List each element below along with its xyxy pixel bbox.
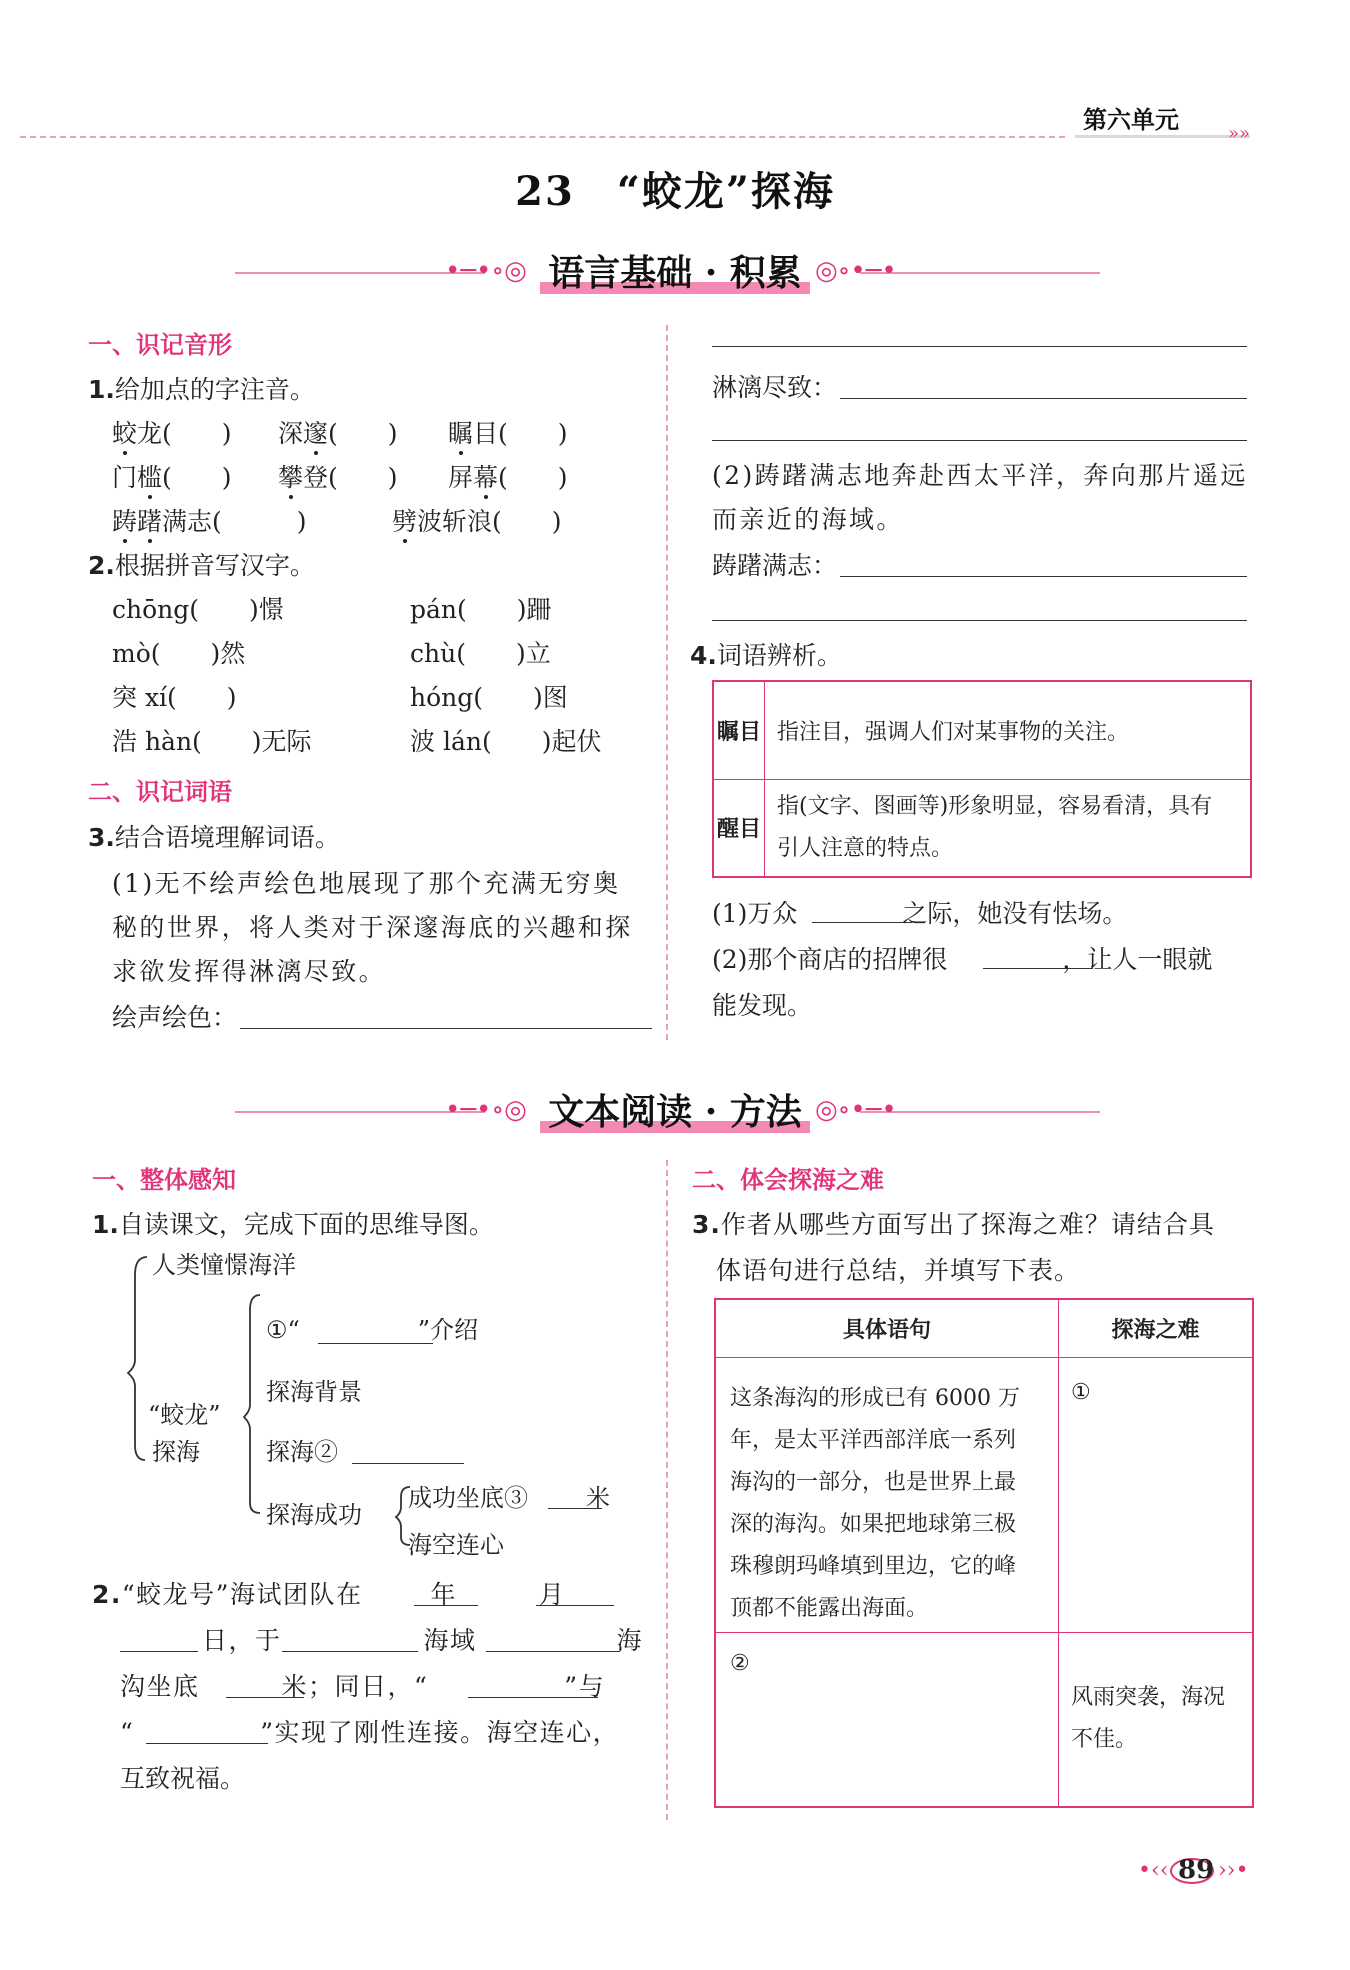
mind-map-top: 人类憧憬海洋 [152, 1251, 296, 1279]
table-definition: 指注目，强调人们对某事物的关注。 [765, 681, 1252, 779]
sentence-part: “ [120, 1718, 135, 1747]
phonetic-item: 蛟龙( ) [112, 414, 232, 450]
context-paragraph-1: 秘的世界，将人类对于深邃海底的兴趣和探 [112, 913, 633, 942]
sentence-part: “蛟龙号”海试团队在 [121, 1580, 363, 1609]
difficulty-table [714, 1298, 1254, 1808]
answer-blank[interactable] [548, 1508, 602, 1509]
table-cell-line: 顶都不能露出海面。 [730, 1595, 929, 1621]
table-header: 具体语句 [715, 1299, 1059, 1357]
fill-sentence-2-cont: 能发现。 [712, 991, 813, 1020]
phonetic-item: 劈波斩浪( ) [392, 502, 562, 538]
ornament-right-icon: ◎∘•─• [815, 256, 897, 286]
question-1-part2-text: 自读课文，完成下面的思维导图。 [118, 1210, 494, 1239]
pinyin-item: mò( )然 [112, 639, 246, 668]
term-label: 踌躇满志： [712, 551, 838, 580]
question-3-text: 结合语境理解词语。 [114, 823, 340, 852]
dotted-char: 劈 [392, 502, 417, 538]
branch-text: 成功坐底③ [408, 1484, 528, 1512]
pinyin-item: 突 xí( ) [112, 683, 237, 712]
table-cell-line: 风雨突袭，海况 [1071, 1685, 1226, 1711]
dotted-char: 邃 [303, 414, 328, 450]
section-heading-difficulty: 二、体会探海之难 [692, 1166, 884, 1194]
outer-brace [128, 1257, 147, 1460]
term-label: 绘声绘色： [112, 1003, 238, 1032]
sentence-part: ”实现了刚性连接。海空连心， [260, 1718, 620, 1747]
pinyin-item: 波 lán( )起伏 [410, 727, 602, 756]
context-paragraph-2: (2)踌躇满志地奔赴西太平洋，奔向那片遥远 [712, 461, 1248, 490]
page-ornament-left-icon: •‹‹ [1138, 1858, 1169, 1883]
table-cell-line: 这条海沟的形成已有 6000 万 [730, 1385, 1020, 1411]
column-divider-1 [666, 325, 668, 1040]
ornament-left-icon: •─•∘◎ [445, 256, 527, 286]
table-definition-line: 引人注意的特点。 [777, 835, 954, 861]
question-3-part2-text: 体语句进行总结，并填写下表。 [716, 1256, 1081, 1285]
sentence-part: 之际，她没有怯场。 [902, 899, 1128, 928]
answer-blank[interactable] [146, 1743, 268, 1744]
answer-blank[interactable] [226, 1697, 304, 1698]
question-2-number: 2. [88, 551, 115, 580]
context-paragraph-2: 而亲近的海域。 [712, 505, 904, 534]
phonetic-item: 门槛( ) [112, 458, 232, 494]
ornament-right-icon: ◎∘•─• [815, 1095, 897, 1125]
sentence-part: 月 [538, 1580, 566, 1609]
table-header: 探海之难 [1059, 1299, 1254, 1357]
question-1-part2-number: 1. [92, 1210, 119, 1239]
phonetic-item: 深邃( ) [278, 414, 398, 450]
page-ornament-right-icon: ››• [1218, 1858, 1249, 1883]
unit-underline [1075, 135, 1250, 138]
pinyin-item: 浩 hàn( )无际 [112, 727, 312, 756]
table-definition-line: 指(文字、图画等)形象明显，容易看清，具有 [777, 793, 1213, 819]
mind-map-center: 探海 [152, 1438, 200, 1466]
answer-blank[interactable] [120, 1651, 198, 1652]
dotted-char: 瞩 [448, 414, 473, 450]
mind-map-branch-3: 探海② [266, 1438, 338, 1466]
dotted-char: 蛟 [112, 414, 137, 450]
column-divider-2 [666, 1160, 668, 1820]
sentence-part: ，让人一眼就 [1062, 945, 1213, 974]
mind-map-branch-1 [266, 1310, 478, 1345]
branch-text: 米 [586, 1484, 610, 1512]
table-cell-line: 深的海沟。如果把地球第三极 [730, 1511, 1017, 1537]
branch-text: ”介绍 [417, 1316, 479, 1344]
table-word: 醒目 [713, 779, 765, 877]
double-chevron-icon: »» [1228, 123, 1251, 144]
question-4 [690, 636, 842, 672]
question-1 [88, 370, 315, 406]
table-cell-answer[interactable]: ① [1059, 1357, 1254, 1632]
question-2-part2-number: 2. [92, 1580, 122, 1609]
sentence-part: (1)万众 [712, 899, 798, 928]
answer-blank[interactable] [318, 1343, 433, 1344]
answer-blank[interactable] [486, 1651, 620, 1652]
table-definition [765, 779, 1252, 877]
branch-text: ①“ [266, 1316, 300, 1344]
context-paragraph-1: (1)无不绘声绘色地展现了那个充满无穷奥 [112, 869, 621, 898]
sentence-part: 年 [430, 1580, 457, 1609]
word-comparison-table [712, 680, 1252, 878]
sentence-part: (2)那个商店的招牌很 [712, 945, 948, 974]
dotted-char: 攀 [278, 458, 303, 494]
answer-blank[interactable] [812, 922, 912, 923]
sentence-part: 海 [616, 1626, 644, 1655]
dotted-char: 槛 [137, 458, 162, 494]
phonetic-item: 瞩目( ) [448, 414, 568, 450]
question-2-text: 根据拼音写汉字。 [114, 551, 315, 580]
table-cell-line: 年，是太平洋西部洋底一系列 [730, 1427, 1017, 1453]
unit-title: 第六单元 [1083, 106, 1179, 134]
answer-blank[interactable] [536, 1605, 614, 1606]
sentence-part: 沟坐底 [120, 1672, 200, 1701]
pinyin-item: chù( )立 [410, 639, 551, 668]
table-cell-sentence [715, 1357, 1059, 1632]
answer-line[interactable] [240, 1028, 652, 1029]
question-2-part2 [92, 1575, 566, 1611]
mind-map-sub-branch: 海空连心 [408, 1531, 504, 1559]
question-3-number: 3. [88, 823, 115, 852]
section-heading-overall: 一、整体感知 [92, 1166, 236, 1194]
lesson-title: 23 “蛟龙”探海 [515, 168, 835, 215]
answer-blank[interactable] [468, 1697, 598, 1698]
table-cell-difficulty [1059, 1632, 1254, 1807]
answer-blank[interactable] [414, 1605, 478, 1606]
dotted-char: 幕 [473, 458, 498, 494]
question-1-number: 1. [88, 375, 115, 404]
question-3-part2-text: 作者从哪些方面写出了探海之难？请结合具 [720, 1210, 1215, 1239]
pinyin-item: chōng( )憬 [112, 595, 284, 624]
term-label: 淋漓尽致： [712, 373, 838, 402]
banner-language-basics [0, 245, 1350, 296]
sentence-part: 日，于 [202, 1626, 282, 1655]
mind-map-branch-2: 探海背景 [266, 1378, 362, 1406]
answer-line[interactable] [712, 620, 1247, 621]
table-cell-answer[interactable]: ② [715, 1632, 1059, 1807]
phonetic-item: 踌躇满志( ) [112, 502, 307, 538]
context-paragraph-1: 求欲发挥得淋漓尽致。 [112, 957, 387, 986]
page-number: 89 [1178, 1855, 1215, 1885]
answer-line[interactable] [840, 398, 1247, 399]
ornament-left-icon: •─•∘◎ [445, 1095, 527, 1125]
fill-sentence-2 [712, 940, 1212, 976]
banner-text-reading-text: 文本阅读 · 方法 [540, 1091, 810, 1133]
question-1-part2 [92, 1205, 494, 1241]
answer-line[interactable] [712, 346, 1247, 347]
sentence-part: 米；同日，“ [281, 1672, 429, 1701]
answer-line[interactable] [840, 576, 1247, 577]
table-word: 瞩目 [713, 681, 765, 779]
dotted-char: 踌 [112, 502, 137, 538]
banner-text-reading [0, 1084, 1350, 1135]
answer-blank[interactable] [282, 1651, 418, 1652]
answer-blank[interactable] [983, 968, 1093, 969]
question-3-part2 [692, 1205, 1215, 1241]
question-4-number: 4. [690, 641, 717, 670]
question-3 [88, 818, 340, 854]
inner-brace [244, 1295, 260, 1513]
mind-map-branch-4: 探海成功 [266, 1501, 362, 1529]
answer-line[interactable] [712, 440, 1247, 441]
answer-blank[interactable] [352, 1463, 464, 1464]
pinyin-item: pán( )跚 [410, 595, 552, 624]
table-cell-line: 不佳。 [1071, 1727, 1138, 1753]
phonetic-item: 屏幕( ) [448, 458, 568, 494]
sentence-part: 海域 [423, 1626, 477, 1655]
table-cell-line: 珠穆朗玛峰填到里边，它的峰 [730, 1553, 1017, 1579]
question-1-text: 给加点的字注音。 [114, 375, 315, 404]
question-2 [88, 546, 315, 582]
fill-sentence-1 [712, 894, 1127, 930]
question-3-part2-number: 3. [692, 1210, 721, 1239]
question-2-line: 互致祝福。 [120, 1764, 246, 1793]
mind-map-center: “蛟龙” [148, 1401, 221, 1429]
phonetic-item: 攀登( ) [278, 458, 398, 494]
pinyin-item: hóng( )图 [410, 683, 568, 712]
header-divider [20, 136, 1065, 138]
sentence-part: ”与 [564, 1672, 606, 1701]
banner-language-basics-text: 语言基础 · 积累 [540, 252, 810, 294]
question-4-text: 词语辨析。 [716, 641, 842, 670]
section-heading-vocabulary: 二、识记词语 [88, 778, 232, 806]
dotted-char: 躇 [137, 502, 162, 538]
section-heading-sound-form: 一、识记音形 [88, 331, 232, 359]
table-cell-line: 海沟的一部分，也是世界上最 [730, 1469, 1017, 1495]
